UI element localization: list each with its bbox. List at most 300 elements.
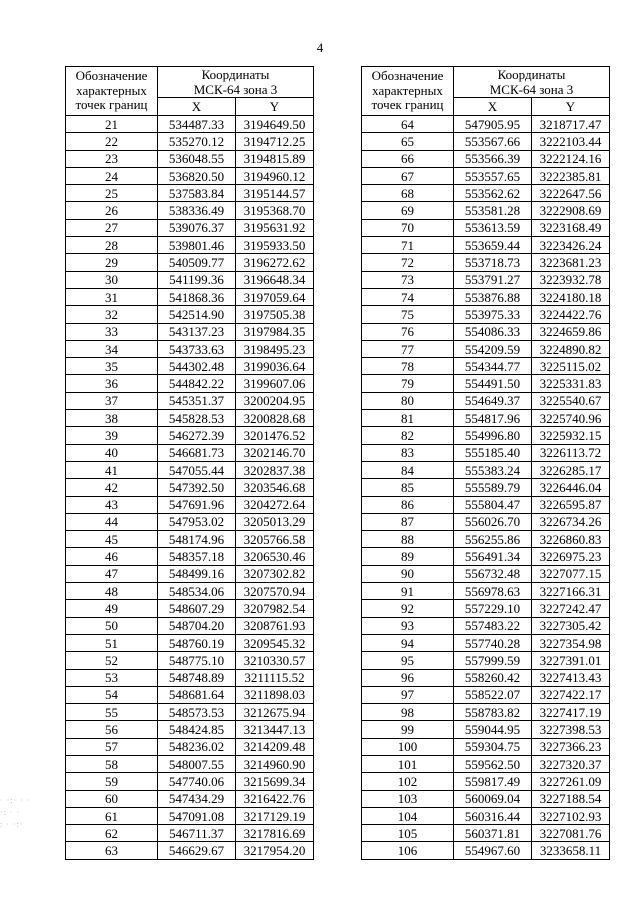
coordinates-table-right — [361, 66, 610, 860]
point-number-cell: 35 — [66, 358, 158, 375]
table-row — [362, 323, 610, 340]
point-number-cell: 51 — [66, 634, 158, 651]
point-number-cell: 102 — [362, 773, 454, 790]
point-number-cell: 61 — [66, 807, 158, 824]
x-coordinate-cell: 548748.89 — [158, 669, 236, 686]
page-number: 4 — [316, 40, 324, 55]
x-coordinate-cell: 553876.88 — [454, 288, 532, 305]
y-coordinate-cell: 3207570.94 — [236, 583, 314, 600]
y-coordinate-cell: 3223168.49 — [532, 219, 610, 236]
table-row — [362, 721, 610, 738]
y-coordinate-cell: 3227305.42 — [532, 617, 610, 634]
point-number-cell: 72 — [362, 254, 454, 271]
y-coordinate-cell: 3227391.01 — [532, 652, 610, 669]
x-coordinate-cell: 534487.33 — [158, 116, 236, 133]
table-row — [362, 583, 610, 600]
x-coordinate-cell: 555589.79 — [454, 479, 532, 496]
table-row — [66, 496, 314, 513]
point-number-cell: 98 — [362, 704, 454, 721]
point-number-cell: 67 — [362, 167, 454, 184]
point-number-cell: 87 — [362, 513, 454, 530]
x-coordinate-cell: 560371.81 — [454, 825, 532, 842]
x-column-header: X — [454, 98, 532, 116]
y-coordinate-cell: 3226734.26 — [532, 513, 610, 530]
table-row — [66, 288, 314, 305]
y-coordinate-cell: 3233658.11 — [532, 842, 610, 859]
x-coordinate-cell: 557483.22 — [454, 617, 532, 634]
y-coordinate-cell: 3197505.38 — [236, 306, 314, 323]
point-number-cell: 99 — [362, 721, 454, 738]
table-row — [362, 686, 610, 703]
y-coordinate-cell: 3203546.68 — [236, 479, 314, 496]
x-coordinate-cell: 553975.33 — [454, 306, 532, 323]
point-label-line: точек границ — [75, 97, 148, 113]
y-coordinate-cell: 3196272.62 — [236, 254, 314, 271]
y-coordinate-cell: 3215699.34 — [236, 773, 314, 790]
point-number-cell: 24 — [66, 167, 158, 184]
table-row — [66, 202, 314, 219]
x-coordinate-cell: 553581.28 — [454, 202, 532, 219]
table-row — [362, 219, 610, 236]
y-coordinate-cell: 3207982.54 — [236, 600, 314, 617]
point-number-cell: 83 — [362, 444, 454, 461]
y-coordinate-cell: 3195631.92 — [236, 219, 314, 236]
x-coordinate-cell: 560316.44 — [454, 807, 532, 824]
y-coordinate-cell: 3209545.32 — [236, 634, 314, 651]
y-coordinate-cell: 3225331.83 — [532, 375, 610, 392]
x-coordinate-cell: 536820.50 — [158, 167, 236, 184]
table-row — [66, 617, 314, 634]
point-number-cell: 23 — [66, 150, 158, 167]
x-coordinate-cell: 547905.95 — [454, 116, 532, 133]
point-number-cell: 56 — [66, 721, 158, 738]
point-number-cell: 65 — [362, 133, 454, 150]
point-number-cell: 46 — [66, 548, 158, 565]
table-row — [362, 340, 610, 357]
x-coordinate-cell: 548174.96 — [158, 531, 236, 548]
x-coordinate-cell: 553718.73 — [454, 254, 532, 271]
x-coordinate-cell: 559562.50 — [454, 755, 532, 772]
table-row — [362, 704, 610, 721]
x-coordinate-cell: 553566.39 — [454, 150, 532, 167]
x-coordinate-cell: 546711.37 — [158, 825, 236, 842]
x-column-header: X — [158, 98, 236, 116]
x-coordinate-cell: 548357.18 — [158, 548, 236, 565]
table-row — [362, 565, 610, 582]
table-row — [66, 375, 314, 392]
point-number-cell: 36 — [66, 375, 158, 392]
point-number-cell: 71 — [362, 237, 454, 254]
x-coordinate-cell: 545828.53 — [158, 410, 236, 427]
point-number-cell: 47 — [66, 565, 158, 582]
point-number-cell: 85 — [362, 479, 454, 496]
y-coordinate-cell: 3227102.93 — [532, 807, 610, 824]
point-number-cell: 27 — [66, 219, 158, 236]
point-number-cell: 76 — [362, 323, 454, 340]
x-coordinate-cell: 553659.44 — [454, 237, 532, 254]
x-coordinate-cell: 555804.47 — [454, 496, 532, 513]
x-coordinate-cell: 558260.42 — [454, 669, 532, 686]
x-coordinate-cell: 557740.28 — [454, 634, 532, 651]
y-coordinate-cell: 3195144.57 — [236, 185, 314, 202]
table-row — [66, 825, 314, 842]
x-coordinate-cell: 541868.36 — [158, 288, 236, 305]
y-coordinate-cell: 3206530.46 — [236, 548, 314, 565]
table-row — [66, 773, 314, 790]
table-row — [362, 202, 610, 219]
x-coordinate-cell: 537583.84 — [158, 185, 236, 202]
y-coordinate-cell: 3227417.19 — [532, 704, 610, 721]
table-row — [362, 807, 610, 824]
x-coordinate-cell: 554967.60 — [454, 842, 532, 859]
point-number-cell: 25 — [66, 185, 158, 202]
table-row — [66, 686, 314, 703]
x-coordinate-cell: 535270.12 — [158, 133, 236, 150]
point-number-cell: 66 — [362, 150, 454, 167]
x-coordinate-cell: 544302.48 — [158, 358, 236, 375]
y-coordinate-cell: 3224659.86 — [532, 323, 610, 340]
x-coordinate-cell: 555185.40 — [454, 444, 532, 461]
x-coordinate-cell: 548424.85 — [158, 721, 236, 738]
y-coordinate-cell: 3194960.12 — [236, 167, 314, 184]
y-coordinate-cell: 3227413.43 — [532, 669, 610, 686]
table-row — [66, 427, 314, 444]
point-number-cell: 105 — [362, 825, 454, 842]
y-coordinate-cell: 3196648.34 — [236, 271, 314, 288]
y-column-header: Y — [236, 98, 314, 116]
table-row — [362, 513, 610, 530]
y-coordinate-cell: 3224422.76 — [532, 306, 610, 323]
faint-stamp-mark: · ·:· · · ·: · · : · ·:· — [0, 796, 31, 829]
y-coordinate-cell: 3222124.16 — [532, 150, 610, 167]
point-number-cell: 97 — [362, 686, 454, 703]
x-coordinate-cell: 548573.53 — [158, 704, 236, 721]
table-row — [66, 340, 314, 357]
point-number-cell: 79 — [362, 375, 454, 392]
x-coordinate-cell: 557999.59 — [454, 652, 532, 669]
y-coordinate-cell: 3222647.56 — [532, 185, 610, 202]
x-coordinate-cell: 546629.67 — [158, 842, 236, 859]
y-coordinate-cell: 3217816.69 — [236, 825, 314, 842]
table-row — [66, 254, 314, 271]
y-coordinate-cell: 3225115.02 — [532, 358, 610, 375]
point-number-cell: 78 — [362, 358, 454, 375]
x-coordinate-cell: 547392.50 — [158, 479, 236, 496]
point-number-cell: 38 — [66, 410, 158, 427]
point-number-cell: 57 — [66, 738, 158, 755]
table-row — [66, 167, 314, 184]
x-coordinate-cell: 553562.62 — [454, 185, 532, 202]
y-coordinate-cell: 3208761.93 — [236, 617, 314, 634]
table-row — [362, 634, 610, 651]
table-row — [66, 583, 314, 600]
table-row — [66, 150, 314, 167]
point-label-header — [362, 67, 454, 116]
point-number-cell: 89 — [362, 548, 454, 565]
x-coordinate-cell: 553557.65 — [454, 167, 532, 184]
y-coordinate-cell: 3195368.70 — [236, 202, 314, 219]
y-column-header: Y — [532, 98, 610, 116]
y-coordinate-cell: 3226975.23 — [532, 548, 610, 565]
table-row — [362, 306, 610, 323]
y-coordinate-cell: 3202837.38 — [236, 461, 314, 478]
y-coordinate-cell: 3202146.70 — [236, 444, 314, 461]
table-row — [362, 185, 610, 202]
y-coordinate-cell: 3222908.69 — [532, 202, 610, 219]
point-number-cell: 50 — [66, 617, 158, 634]
point-label-line: характерных — [76, 82, 147, 98]
table-row — [362, 271, 610, 288]
table-row — [362, 288, 610, 305]
x-coordinate-cell: 544842.22 — [158, 375, 236, 392]
x-coordinate-cell: 548681.64 — [158, 686, 236, 703]
table-row — [66, 842, 314, 859]
x-coordinate-cell: 547091.08 — [158, 807, 236, 824]
y-coordinate-cell: 3210330.57 — [236, 652, 314, 669]
point-number-cell: 77 — [362, 340, 454, 357]
x-coordinate-cell: 554491.50 — [454, 375, 532, 392]
table-row — [66, 133, 314, 150]
y-coordinate-cell: 3199036.64 — [236, 358, 314, 375]
x-coordinate-cell: 556255.86 — [454, 531, 532, 548]
y-coordinate-cell: 3226285.17 — [532, 461, 610, 478]
x-coordinate-cell: 541199.36 — [158, 271, 236, 288]
table-row — [66, 548, 314, 565]
x-coordinate-cell: 558522.07 — [454, 686, 532, 703]
point-number-cell: 73 — [362, 271, 454, 288]
x-coordinate-cell: 554996.80 — [454, 427, 532, 444]
point-number-cell: 63 — [66, 842, 158, 859]
y-coordinate-cell: 3205766.58 — [236, 531, 314, 548]
point-number-cell: 68 — [362, 185, 454, 202]
x-coordinate-cell: 547953.02 — [158, 513, 236, 530]
x-coordinate-cell: 536048.55 — [158, 150, 236, 167]
table-row — [66, 634, 314, 651]
point-label-line: Обозначение — [371, 68, 444, 84]
point-number-cell: 64 — [362, 116, 454, 133]
point-number-cell: 103 — [362, 790, 454, 807]
x-coordinate-cell: 546681.73 — [158, 444, 236, 461]
table-row — [66, 271, 314, 288]
point-number-cell: 53 — [66, 669, 158, 686]
table-row — [66, 461, 314, 478]
x-coordinate-cell: 553567.66 — [454, 133, 532, 150]
table-row — [66, 392, 314, 409]
point-number-cell: 49 — [66, 600, 158, 617]
x-coordinate-cell: 554086.33 — [454, 323, 532, 340]
table-row — [362, 842, 610, 859]
x-coordinate-cell: 548534.06 — [158, 583, 236, 600]
point-number-cell: 59 — [66, 773, 158, 790]
x-coordinate-cell: 559817.49 — [454, 773, 532, 790]
x-coordinate-cell: 546272.39 — [158, 427, 236, 444]
x-coordinate-cell: 547434.29 — [158, 790, 236, 807]
table-row — [362, 237, 610, 254]
x-coordinate-cell: 559044.95 — [454, 721, 532, 738]
table-row — [362, 548, 610, 565]
y-coordinate-cell: 3224180.18 — [532, 288, 610, 305]
table-row — [362, 825, 610, 842]
point-number-cell: 54 — [66, 686, 158, 703]
point-number-cell: 58 — [66, 755, 158, 772]
point-number-cell: 41 — [66, 461, 158, 478]
table-row — [362, 790, 610, 807]
x-coordinate-cell: 553613.59 — [454, 219, 532, 236]
point-number-cell: 29 — [66, 254, 158, 271]
x-coordinate-cell: 554209.59 — [454, 340, 532, 357]
x-coordinate-cell: 539076.37 — [158, 219, 236, 236]
table-row — [66, 444, 314, 461]
y-coordinate-cell: 3226446.04 — [532, 479, 610, 496]
x-coordinate-cell: 548704.20 — [158, 617, 236, 634]
x-coordinate-cell: 542514.90 — [158, 306, 236, 323]
point-number-cell: 92 — [362, 600, 454, 617]
table-row — [362, 738, 610, 755]
point-label-line: характерных — [372, 82, 443, 98]
coord-title-line: МСК-64 зона 3 — [489, 82, 574, 97]
table-row — [362, 617, 610, 634]
table-row — [362, 531, 610, 548]
x-coordinate-cell: 547055.44 — [158, 461, 236, 478]
y-coordinate-cell: 3226113.72 — [532, 444, 610, 461]
point-number-cell: 37 — [66, 392, 158, 409]
table-row — [362, 427, 610, 444]
table-row — [66, 565, 314, 582]
table-row — [66, 116, 314, 133]
table-row — [362, 669, 610, 686]
table-row — [66, 479, 314, 496]
point-label-line: Обозначение — [75, 68, 148, 84]
point-number-cell: 22 — [66, 133, 158, 150]
table-row — [362, 358, 610, 375]
y-coordinate-cell: 3205013.29 — [236, 513, 314, 530]
table-row — [66, 704, 314, 721]
x-coordinate-cell: 553791.27 — [454, 271, 532, 288]
table-row — [66, 600, 314, 617]
y-coordinate-cell: 3227166.31 — [532, 583, 610, 600]
point-number-cell: 30 — [66, 271, 158, 288]
table-row — [66, 410, 314, 427]
x-coordinate-cell: 547740.06 — [158, 773, 236, 790]
coordinate-system-header — [158, 67, 314, 98]
x-coordinate-cell: 559304.75 — [454, 738, 532, 755]
x-coordinate-cell: 543733.63 — [158, 340, 236, 357]
y-coordinate-cell: 3227354.98 — [532, 634, 610, 651]
x-coordinate-cell: 554344.77 — [454, 358, 532, 375]
y-coordinate-cell: 3212675.94 — [236, 704, 314, 721]
point-number-cell: 91 — [362, 583, 454, 600]
point-number-cell: 48 — [66, 583, 158, 600]
x-coordinate-cell: 547691.96 — [158, 496, 236, 513]
point-number-cell: 34 — [66, 340, 158, 357]
point-number-cell: 88 — [362, 531, 454, 548]
point-number-cell: 40 — [66, 444, 158, 461]
table-row — [66, 306, 314, 323]
x-coordinate-cell: 548775.10 — [158, 652, 236, 669]
y-coordinate-cell: 3223681.23 — [532, 254, 610, 271]
table-row — [362, 479, 610, 496]
y-coordinate-cell: 3197059.64 — [236, 288, 314, 305]
point-number-cell: 104 — [362, 807, 454, 824]
table-row — [362, 461, 610, 478]
table-row — [362, 652, 610, 669]
table-row — [362, 410, 610, 427]
table-row — [66, 721, 314, 738]
y-coordinate-cell: 3218717.47 — [532, 116, 610, 133]
x-coordinate-cell: 545351.37 — [158, 392, 236, 409]
point-number-cell: 84 — [362, 461, 454, 478]
y-coordinate-cell: 3227366.23 — [532, 738, 610, 755]
table-row — [66, 738, 314, 755]
point-number-cell: 26 — [66, 202, 158, 219]
point-number-cell: 74 — [362, 288, 454, 305]
table-row — [362, 496, 610, 513]
point-number-cell: 52 — [66, 652, 158, 669]
x-coordinate-cell: 557229.10 — [454, 600, 532, 617]
point-number-cell: 106 — [362, 842, 454, 859]
x-coordinate-cell: 543137.23 — [158, 323, 236, 340]
table-row — [362, 150, 610, 167]
point-number-cell: 93 — [362, 617, 454, 634]
y-coordinate-cell: 3225540.67 — [532, 392, 610, 409]
y-coordinate-cell: 3223426.24 — [532, 237, 610, 254]
point-number-cell: 43 — [66, 496, 158, 513]
table-row — [66, 237, 314, 254]
y-coordinate-cell: 3200828.68 — [236, 410, 314, 427]
table-row — [66, 669, 314, 686]
y-coordinate-cell: 3222103.44 — [532, 133, 610, 150]
y-coordinate-cell: 3225740.96 — [532, 410, 610, 427]
y-coordinate-cell: 3195933.50 — [236, 237, 314, 254]
point-number-cell: 86 — [362, 496, 454, 513]
y-coordinate-cell: 3200204.95 — [236, 392, 314, 409]
table-row — [362, 755, 610, 772]
point-number-cell: 82 — [362, 427, 454, 444]
x-coordinate-cell: 548236.02 — [158, 738, 236, 755]
point-number-cell: 28 — [66, 237, 158, 254]
table-row — [66, 790, 314, 807]
y-coordinate-cell: 3227261.09 — [532, 773, 610, 790]
y-coordinate-cell: 3227422.17 — [532, 686, 610, 703]
y-coordinate-cell: 3217954.20 — [236, 842, 314, 859]
table-row — [362, 167, 610, 184]
y-coordinate-cell: 3222385.81 — [532, 167, 610, 184]
y-coordinate-cell: 3194815.89 — [236, 150, 314, 167]
y-coordinate-cell: 3214960.90 — [236, 755, 314, 772]
point-number-cell: 94 — [362, 634, 454, 651]
table-row — [66, 219, 314, 236]
point-number-cell: 32 — [66, 306, 158, 323]
coordinates-table-left — [65, 66, 314, 860]
x-coordinate-cell: 554649.37 — [454, 392, 532, 409]
x-coordinate-cell: 558783.82 — [454, 704, 532, 721]
point-number-cell: 75 — [362, 306, 454, 323]
y-coordinate-cell: 3213447.13 — [236, 721, 314, 738]
x-coordinate-cell: 556026.70 — [454, 513, 532, 530]
point-number-cell: 60 — [66, 790, 158, 807]
point-number-cell: 80 — [362, 392, 454, 409]
y-coordinate-cell: 3227242.47 — [532, 600, 610, 617]
coord-title-line: МСК-64 зона 3 — [193, 82, 278, 97]
point-label-header — [66, 67, 158, 116]
point-number-cell: 62 — [66, 825, 158, 842]
y-coordinate-cell: 3211898.03 — [236, 686, 314, 703]
y-coordinate-cell: 3223932.78 — [532, 271, 610, 288]
x-coordinate-cell: 555383.24 — [454, 461, 532, 478]
y-coordinate-cell: 3201476.52 — [236, 427, 314, 444]
y-coordinate-cell: 3217129.19 — [236, 807, 314, 824]
table-row — [362, 392, 610, 409]
